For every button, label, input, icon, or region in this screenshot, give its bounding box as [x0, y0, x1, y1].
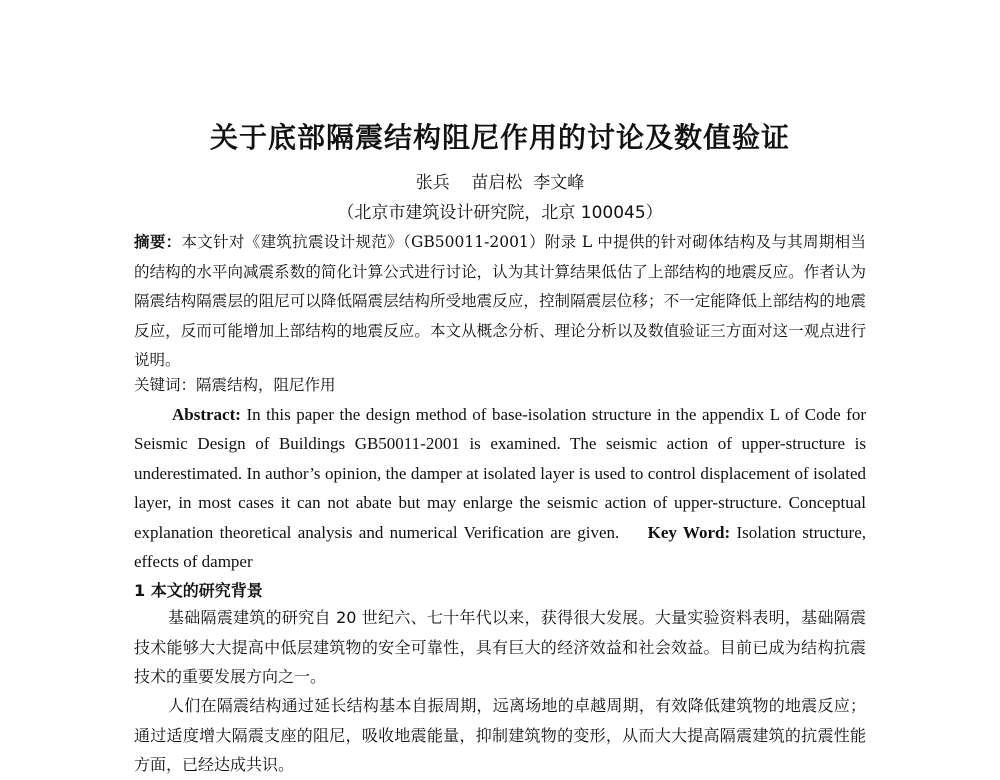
paper-authors: 张兵 苗启松 李文峰: [415, 173, 585, 193]
keyword-en-label: Key Word:: [647, 522, 731, 542]
section-heading: 1 本文的研究背景: [134, 581, 263, 600]
paper-title: 关于底部隔震结构阻尼作用的讨论及数值验证: [209, 121, 790, 154]
keywords-cn-text: 隔震结构，阻尼作用: [196, 376, 336, 394]
abstract-cn-label: 摘要：: [134, 233, 182, 251]
keywords-cn-label: 关键词：: [134, 376, 197, 394]
abstract-en-label: Abstract:: [172, 405, 241, 424]
abstract-cn: [134, 228, 866, 376]
paper-affiliation: （北京市建筑设计研究院，北京 100045）: [337, 203, 663, 223]
body-paragraph-1: 基础隔震建筑的研究自 20 世纪六、七十年代以来，获得很大发展。大量实验资料表明，基础隔震技术能够大大提高中低层建筑物的安全可靠性，具有巨大的经济效益和社会效益。目前已成为结构抗震技术的重要发展方向之一。: [134, 608, 866, 686]
keyword-en-text: Isolation structure, effects of damper: [134, 522, 867, 572]
body-paragraph-2: 人们在隔震结构通过延长结构基本自振周期，远离场地的卓越周期，有效降低建筑物的地震反应；通过适度增大隔震支座的阻尼，吸收地震能量，抑制建筑物的变形，从而大大提高隔震建筑的抗震性能方面，已经达成共识。: [134, 696, 866, 774]
abstract-en: [134, 400, 866, 576]
keywords-cn: [134, 372, 866, 398]
abstract-en-text: In this paper the design method of base-isolation structure in the appendix L of Code for Seismic Design of Buildings GB50011-2001 is examined. The seismic action of upper-structure is underestimated. In author’s opinion, the damper at isolated layer is used to control displacement of isolated layer, in most cases it can not abate but may enlarge the seismic action of upper-structure. Conceptual explanation theoretical analysis and numerical Verification are given.: [134, 405, 866, 542]
abstract-cn-text: 本文针对《建筑抗震设计规范》（GB50011-2001）附录 L 中提供的针对砌体结构及与其周期相当的结构的水平向减震系数的简化计算公式进行讨论，认为其计算结果低估了上部结构的地震反应。作者认为隔震结构隔震层的阻尼可以降低隔震层结构所受地震反应，控制隔震层位移；不一定能降低上部结构的地震反应，反而可能增加上部结构的地震反应。本文从概念分析、理论分析以及数值验证三方面对这一观点进行说明。: [134, 233, 866, 369]
